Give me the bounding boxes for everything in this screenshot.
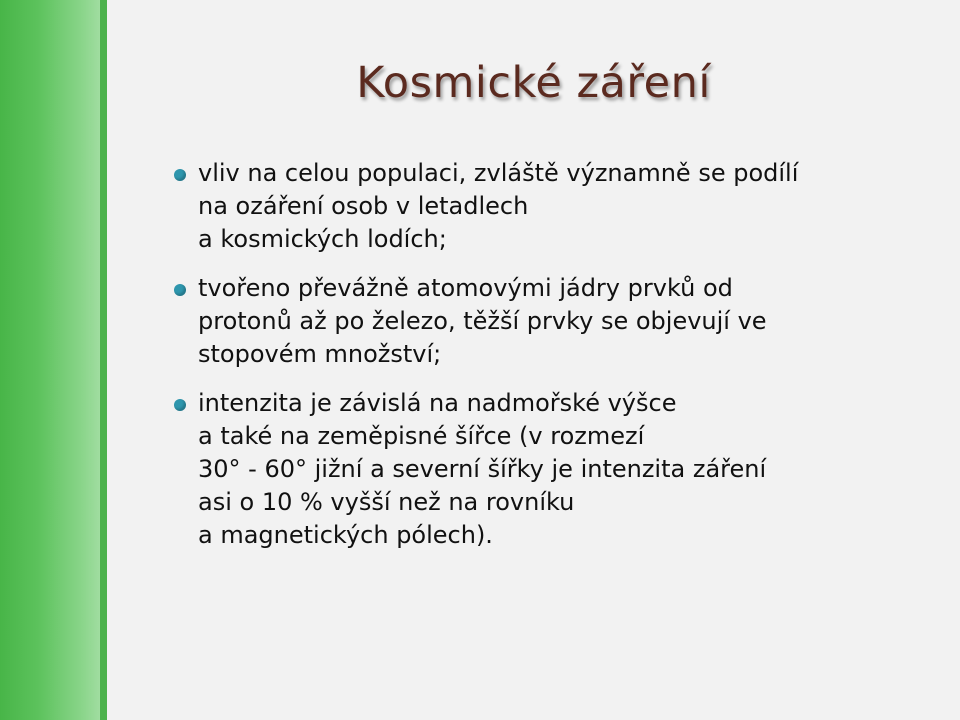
bullet-dot-icon [174, 399, 186, 411]
bullet-line: a také na zeměpisné šířce (v rozmezí [198, 422, 645, 450]
bullet-item [168, 387, 928, 552]
bullet-line: na ozáření osob v letadlech [198, 192, 529, 220]
bullet-line: protonů až po železo, těžší prvky se objevují ve [198, 307, 767, 335]
bullet-line: a kosmických lodích; [198, 225, 447, 253]
bullet-line: vliv na celou populaci, zvláště významně se podílí [198, 159, 799, 187]
bullet-line: stopovém množství; [198, 340, 442, 368]
slide-title: Kosmické záření [356, 58, 711, 108]
bullet-line: asi o 10 % vyšší než na rovníku [198, 488, 575, 516]
bullet-list [168, 157, 928, 568]
bullet-dot-icon [174, 284, 186, 296]
bullet-line: 30° - 60° jižní a severní šířky je intenzita záření [198, 455, 767, 483]
bullet-line: a magnetických pólech). [198, 521, 493, 549]
bullet-dot-icon [174, 169, 186, 181]
bullet-item [168, 272, 928, 371]
bullet-item [168, 157, 928, 256]
green-side-bar [0, 0, 107, 720]
bullet-line: tvořeno převážně atomovými jádry prvků od [198, 274, 733, 302]
green-side-bar-edge [100, 0, 107, 720]
bullet-line: intenzita je závislá na nadmořské výšce [198, 389, 677, 417]
